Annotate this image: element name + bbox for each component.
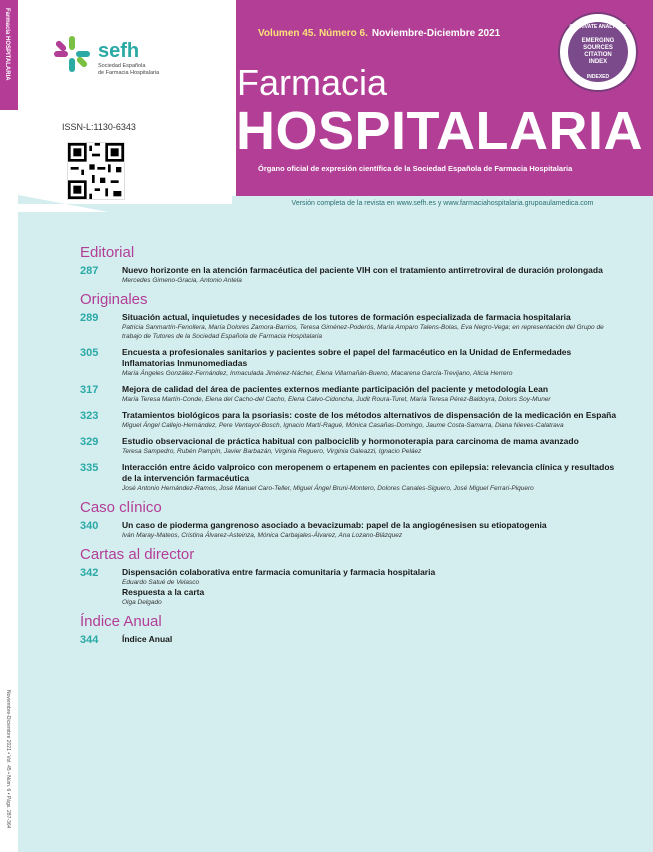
- toc-entry[interactable]: [80, 436, 620, 456]
- entry-page: 317: [80, 384, 99, 396]
- spine: [0, 0, 18, 852]
- entry-authors-reply: Olga Delgado: [122, 599, 162, 606]
- entry-authors: Miguel Ángel Callejo-Hernández, Pere Ventayol-Bosch, Ignacio Martí-Ragué, Mónica Casañas-Domingo, Jaume Costa-Samarra, Diana Nieves-Calatrava: [122, 422, 564, 429]
- section-title: Originales: [80, 291, 148, 308]
- journal-title-line1: Farmacia: [237, 62, 388, 103]
- entry-title: Un caso de pioderma gangrenoso asociado a bevacizumab: papel de la angiogénesisen su etiopatogenia: [122, 520, 547, 530]
- esci-badge: [558, 12, 638, 92]
- entry-authors: Mercedes Gimeno-Gracia, Antonio Antela: [122, 277, 242, 284]
- entry-page: 329: [80, 436, 99, 448]
- section-cartas: [80, 546, 620, 607]
- section-caso-clinico: [80, 499, 620, 540]
- entry-page: 287: [80, 265, 99, 277]
- section-title: Cartas al director: [80, 546, 195, 563]
- section-title: Índice Anual: [80, 613, 162, 630]
- section-editorial: [80, 244, 620, 285]
- entry-title: Nuevo horizonte en la atención farmacéutica del paciente VIH con el tratamiento antirretroviral de duración prolongada: [122, 265, 603, 275]
- logo-subtitle-2: de Farmacia Hospitalaria: [98, 70, 160, 76]
- entry-authors: Eduardo Satué de Velasco: [122, 579, 200, 586]
- entry-page: 305: [80, 347, 99, 359]
- entry-title: Dispensación colaborativa entre farmacia comunitaria y farmacia hospitalaria: [122, 567, 436, 577]
- entry-authors: Teresa Sampedro, Rubén Pampín, Javier Barbazán, Virginia Reguero, Virginia Galeazzi, Ignacio Peláez: [122, 448, 422, 455]
- spine-top: [0, 0, 18, 110]
- entry-title: Situación actual, inquietudes y necesidades de los tutores de formación especializada de farmacia hospitalaria: [122, 312, 571, 322]
- section-title: Caso clínico: [80, 499, 162, 516]
- section-title: Editorial: [80, 244, 135, 261]
- journal-title-line2: HOSPITALARIA: [236, 101, 643, 161]
- logo-name: sefh: [98, 40, 140, 62]
- toc-entry[interactable]: [80, 462, 620, 493]
- entry-page: 335: [80, 462, 99, 474]
- entry-page: 344: [80, 634, 99, 646]
- badge-bottom-text: INDEXED: [586, 74, 610, 80]
- section-indice: [80, 613, 620, 645]
- esci-badge-inner: [568, 22, 628, 82]
- badge-line-3: CITATION: [584, 52, 612, 58]
- badge-line-1: EMERGING: [581, 38, 615, 44]
- badge-top-text: CLARIVATE ANALYTICS: [569, 24, 627, 30]
- entry-authors: María Teresa Martín-Conde, Elena del Cacho-del Cacho, Elena Calvo-Cidoncha, Judit Roura-Turet, María Teresa Pérez-Baldoyra, Dolors Soy-Muner: [122, 396, 551, 403]
- qr-code-icon: [67, 142, 125, 200]
- entry-title: Encuesta a profesionales sanitarios y pacientes sobre el papel del farmacéutico en la Unidad de Enfermedades Inflamatorias Inmunomediadas: [122, 347, 572, 368]
- toc-entry[interactable]: [80, 384, 620, 404]
- entry-page: 323: [80, 410, 99, 422]
- toc-entry[interactable]: [80, 347, 620, 378]
- sefh-logo-icon: [52, 34, 92, 74]
- toc-entry[interactable]: [80, 567, 620, 607]
- table-of-contents: [80, 244, 620, 651]
- entry-title: Tratamientos biológicos para la psoriasis: coste de los métodos alternativos de dispensación de la medicación en España: [122, 410, 617, 420]
- volume-number: Volumen 45. Número 6.: [258, 28, 368, 39]
- logo-panel: [18, 0, 236, 212]
- toc-entry[interactable]: [80, 634, 620, 645]
- issn: ISSN-L:1130-6343: [62, 122, 136, 132]
- section-originales: [80, 291, 620, 493]
- journal-subtitle: Órgano oficial de expresión científica de la Sociedad Española de Farmacia Hospitalaria: [258, 164, 573, 173]
- web-link-text[interactable]: Versión completa de la revista en www.sefh.es y www.farmaciahospitalaria.grupoaulamedica.com: [291, 200, 594, 207]
- entry-authors: José Antonio Hernández-Ramos, José Manuel Caro-Teller, Miguel Ángel Bruni-Montero, Dolores Canales-Siguero, José Miguel Ferrari-Piquero: [122, 485, 534, 492]
- entry-authors: María Ángeles González-Fernández, Inmaculada Jiménez-Nácher, Elena Villamañán-Bueno, Macarena García-Trevijano, Alicia Herrero: [122, 370, 513, 377]
- entry-title: Índice Anual: [122, 634, 173, 644]
- toc-entry[interactable]: [80, 265, 620, 285]
- entry-authors: Iván Maray-Mateos, Cristina Álvarez-Asteinza, Mónica Carbajales-Álvarez, Ana Lozano-Blázquez: [122, 532, 403, 539]
- entry-page: 289: [80, 312, 99, 324]
- issue-date: Noviembre-Diciembre 2021: [371, 28, 501, 39]
- badge-line-2: SOURCES: [583, 45, 613, 51]
- volume-line: [258, 28, 500, 39]
- entry-title: Interacción entre ácido valproico con meropenem o ertapenem en pacientes con epilepsia: relevancia clínica y resultados de la intervención farmacéutica: [122, 462, 615, 483]
- spine-brand: Farmacia HOSPITALARIA: [4, 8, 10, 81]
- badge-line-4: INDEX: [588, 59, 608, 65]
- logo-subtitle-1: Sociedad Española: [98, 63, 146, 69]
- entry-title: Mejora de calidad del área de pacientes externos mediante participación del paciente y metodología Lean: [122, 384, 549, 394]
- spine-info: Noviembre-Diciembre 2021 • Vol. 45 • Núm. 6 • Págs. 287-364: [5, 690, 11, 829]
- entry-page: 342: [80, 567, 99, 579]
- toc-entry[interactable]: [80, 410, 620, 430]
- entry-authors: Patricia Sanmartín-Fenollera, María Dolores Zamora-Barrios, Teresa Giménez-Poderós, María Amparo Talens-Bolas, Eva Negro-Vega; en representación del Grupo de trabajo de Tutores de la Sociedad Española de Farmacia Hospitalaria: [122, 324, 604, 340]
- entry-title: Estudio observacional de práctica habitual con palbociclib y hormonoterapia para carcinoma de mama avanzado: [122, 436, 579, 446]
- toc-entry[interactable]: [80, 312, 620, 341]
- entry-page: 340: [80, 520, 99, 532]
- entry-title-reply: Respuesta a la carta: [122, 587, 205, 597]
- toc-entry[interactable]: [80, 520, 620, 540]
